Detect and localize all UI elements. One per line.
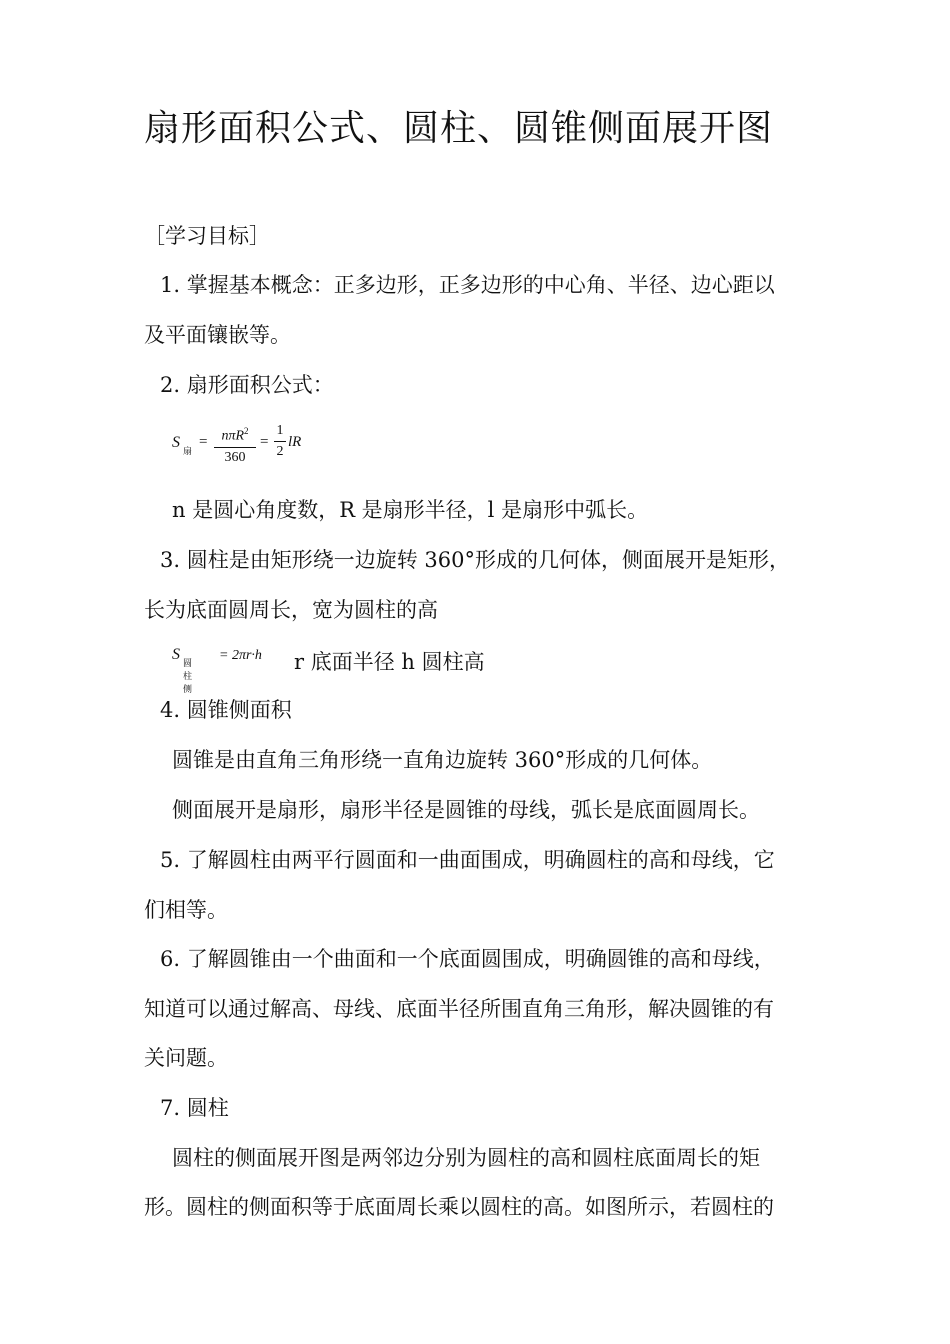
section-heading-objectives: ［学习目标］ (144, 224, 270, 248)
paragraph-line: 4. 圆锥侧面积 (160, 698, 292, 722)
formula-fraction (274, 422, 286, 461)
paragraph-line: 侧面展开是扇形，扇形半径是圆锥的母线，弧长是底面圆周长。 (172, 798, 760, 822)
formula-numerator: nπR$^2$ (221, 426, 249, 444)
formula-numerator: 1 (276, 423, 284, 438)
formula-rhs: = 2πr·h (219, 648, 262, 663)
paragraph-line: 1. 掌握基本概念：正多边形，正多边形的中心角、半径、边心距以 (160, 273, 775, 297)
fraction-bar (214, 447, 256, 448)
paragraph-line: 5. 了解圆柱由两平行圆面和一曲面围成，明确圆柱的高和母线，它 (160, 848, 775, 872)
paragraph-line: n 是圆心角度数，R 是扇形半径，l 是扇形中弧长。 (172, 498, 649, 522)
paragraph-line: 长为底面圆周长，宽为圆柱的高 (144, 598, 438, 622)
paragraph-line: 2. 扇形面积公式： (160, 373, 334, 397)
paragraph-line: 6. 了解圆锥由一个曲面和一个底面圆围成，明确圆锥的高和母线， (160, 947, 775, 971)
paragraph-line: r 底面半径 h 圆柱高 (294, 650, 485, 674)
paragraph-line: 关问题。 (144, 1046, 228, 1070)
paragraph-line: 形。圆柱的侧面积等于底面周长乘以圆柱的高。如图所示，若圆柱的 (144, 1195, 774, 1219)
formula-denominator: 2 (276, 444, 284, 459)
paragraph-line: 知道可以通过解高、母线、底面半径所围直角三角形，解决圆锥的有 (144, 997, 774, 1021)
paragraph-line: 圆锥是由直角三角形绕一直角边旋转 360°形成的几何体。 (172, 748, 713, 772)
fraction-bar (274, 441, 286, 442)
formula-symbol: S (172, 646, 180, 663)
formula-subscript: 扇 (183, 446, 193, 456)
formula-equals: = (260, 434, 269, 450)
document-title: 扇形面积公式、圆柱、圆锥侧面展开图 (144, 108, 774, 149)
formula-symbol: S (172, 434, 180, 451)
paragraph-line: 们相等。 (144, 898, 228, 922)
formula-denominator: 360 (224, 449, 246, 465)
paragraph-line: 圆柱的侧面展开图是两邻边分别为圆柱的高和圆柱底面周长的矩 (172, 1146, 760, 1170)
formula-fraction (214, 422, 256, 467)
paragraph-line: 及平面镶嵌等。 (144, 323, 291, 347)
paragraph-line: 7. 圆柱 (160, 1096, 229, 1120)
formula-subscript: 圆柱侧 (183, 658, 193, 694)
paragraph-line: 3. 圆柱是由矩形绕一边旋转 360°形成的几何体，侧面展开是矩形， (160, 548, 790, 572)
formula-equals: = (199, 434, 208, 450)
formula-term: lR (288, 434, 302, 450)
